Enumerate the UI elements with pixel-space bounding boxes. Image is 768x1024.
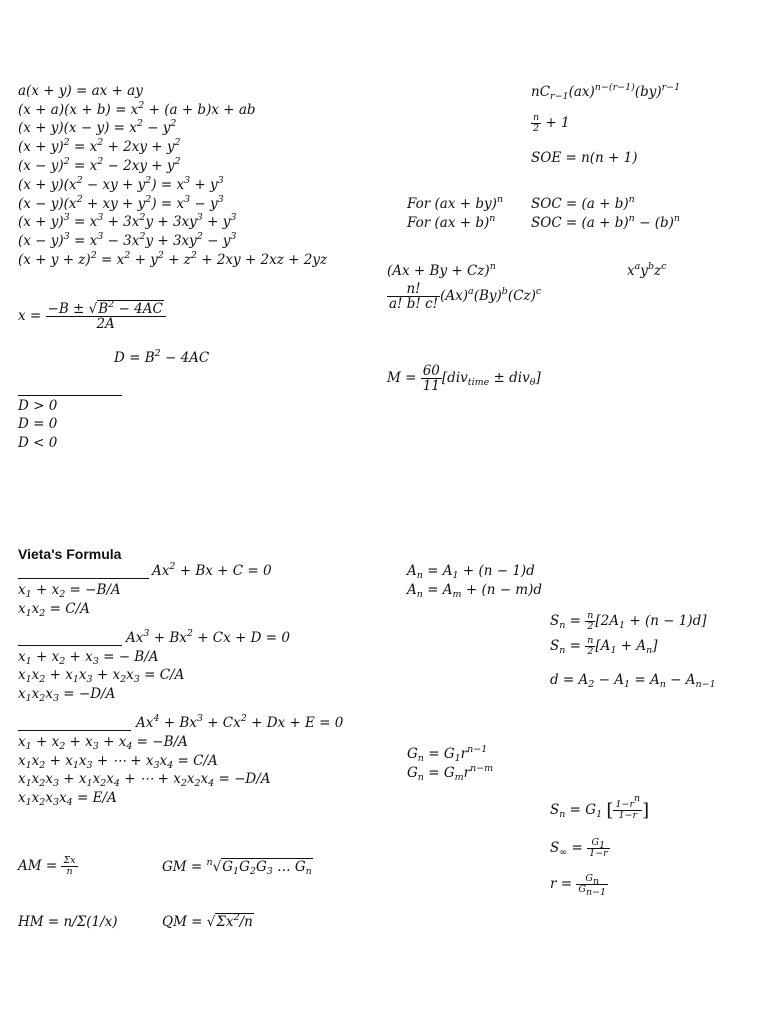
vieta-relation: $x_1 + x_2 + x_3 + x_4 = -B/A$ — [18, 734, 188, 752]
identity-cube-of-sum: $(x + y)^3 = x^3 + 3x^2y + 3xy^3 + y^3$ — [18, 212, 237, 230]
identity-cube-of-difference: $(x - y)^3 = x^3 - 3x^2y + 3xy^2 - y^3$ — [18, 231, 237, 249]
clock-angle-formula: M = $\frac{60}{11}$ [div$_{time}$ ± div$_\theta$] — [387, 363, 541, 394]
identity-square-of-sum: $(x + y)^2 = x^2 + 2xy + y^2$ — [18, 137, 181, 155]
binomial-soe: SOE = n(n + 1) — [531, 150, 638, 166]
binomial-soc: SOC = $(a + b)^n$ — [531, 194, 635, 212]
identity-difference-of-cubes: $(x - y)(x^2$ + xy + $y^2) = x^3 - y^3$ — [18, 194, 224, 212]
vieta-relation: $x_1x_2x_3 = -D/A$ — [18, 686, 116, 704]
vieta-relation: $x_1x_2 = C/A$ — [18, 601, 90, 619]
vieta-relation: $x_1x_2x_3x_4 = E/A$ — [18, 790, 117, 808]
multinomial-expression: $(Ax + By + Cz)^n$ — [387, 261, 496, 279]
identity-distributive: a(x + y) = ax + ay — [18, 83, 143, 99]
ap-nth-term: $A_n = A_1 + (n - 1)d$ — [407, 563, 535, 581]
arithmetic-mean: AM = $\frac{\Sigma x}{n}$ — [18, 855, 76, 877]
ap-sum: $S_n$ = $\frac{n}{2}$ $[A_1 + A_n]$ — [550, 635, 658, 657]
gp-infinite-sum: $S_\infty$ = $\frac{G_1}{1-r}$ — [550, 837, 608, 859]
vieta-cubic-equation: $Ax^3 + Bx^2 + Cx + D = 0$ — [126, 628, 290, 646]
binomial-middle-term: $\frac{n}{2}$ + 1 — [533, 112, 570, 134]
quadratic-mean: QM = $√\Sigma x^2/n$ — [162, 912, 253, 930]
binomial-soc: SOC = $(a + b)^n - (b)^n$ — [531, 213, 680, 231]
vieta-quartic-equation: $Ax^4 + Bx^3 + Cx^2 + Dx + E = 0$ — [136, 713, 344, 731]
divider-rule — [18, 578, 149, 579]
identity-square-of-difference: $(x - y)^2 = x^2 - 2xy + y^2$ — [18, 156, 181, 174]
ap-nth-term: $A_n = A_m + (n - m)d$ — [407, 582, 543, 600]
identity-sum-of-cubes: $(x + y)(x^2$ − xy + $y^2) = x^3 + y^3$ — [18, 175, 224, 193]
ap-common-difference: $d = A_2 - A_1 = A_n - A_{n-1}$ — [550, 672, 716, 690]
vieta-relation: $x_1x_2 + x_1x_3$ + ⋯ + $x_3x_4 = C/A$ — [18, 753, 218, 771]
divider-rule — [18, 730, 131, 731]
divider-rule — [18, 395, 122, 396]
vieta-relation: $x_1x_2 + x_1x_3 + x_2x_3 = C/A$ — [18, 667, 185, 685]
vieta-heading: Vieta's Formula — [18, 546, 122, 562]
gp-nth-term: $G_n = G_mr^{n-m}$ — [407, 763, 494, 783]
harmonic-mean: HM = n/Σ(1/x) — [18, 914, 118, 930]
vieta-quadratic-equation: $Ax^2 + Bx + C = 0$ — [152, 561, 272, 579]
binomial-for-label: For (ax + b)$^n$ — [407, 213, 496, 231]
discriminant-case: D = 0 — [18, 416, 58, 432]
geometric-mean: GM = $^n√G_1G_2G_3$ … $G_n$ — [162, 857, 312, 877]
binomial-general-term: $nC_{r-1}(ax)^{n-(r-1)}(by)^{r-1}$ — [531, 82, 681, 102]
binomial-for-label: For (ax + by)$^n$ — [407, 194, 503, 212]
gp-sum: $S_n = G_1$ [ $\frac{1-r^n}{1-r}$ ] — [550, 793, 650, 821]
discriminant-case: D < 0 — [18, 435, 58, 451]
quadratic-formula: x = $\frac{-B \pm √B^2 - 4AC}{2A}$ — [18, 302, 166, 331]
gp-common-ratio: r = $\frac{G_n}{G_{n-1}}$ — [550, 873, 607, 898]
gp-nth-term: $G_n = G_1r^{n-1}$ — [407, 744, 488, 764]
multinomial-coefficient: $\frac{n!}{a! b! c!}$ $(Ax)^a(By)^b(Cz)^c$ — [389, 281, 542, 312]
divider-rule — [18, 645, 122, 646]
ap-sum: $S_n$ = $\frac{n}{2}$ $[2A_1 + (n - 1)d]$ — [550, 610, 707, 632]
identity-trinomial-square: $(x + y + z)^2 = x^2 + y^2 + z^2 + 2xy + 2xz + 2yz$ — [18, 250, 328, 268]
vieta-relation: $x_1 + x_2 = -B/A$ — [18, 582, 121, 600]
discriminant-formula: $D = B^2 - 4AC$ — [114, 348, 210, 366]
discriminant-case: D > 0 — [18, 398, 58, 414]
identity-difference-of-squares: $(x + y)(x - y) = x^2 - y^2$ — [18, 118, 177, 136]
identity-product-sum: $(x + a)(x + b) = x^2 + (a + b)x$ + ab — [18, 100, 256, 118]
vieta-relation: $x_1 + x_2 + x_3$ = − B/A — [18, 649, 159, 667]
multinomial-term: $x^ay^bz^c$ — [627, 261, 667, 279]
vieta-relation: $x_1x_2x_3 + x_1x_2x_4$ + ⋯ + $x_2x_2x_4 = -D/A$ — [18, 771, 271, 789]
